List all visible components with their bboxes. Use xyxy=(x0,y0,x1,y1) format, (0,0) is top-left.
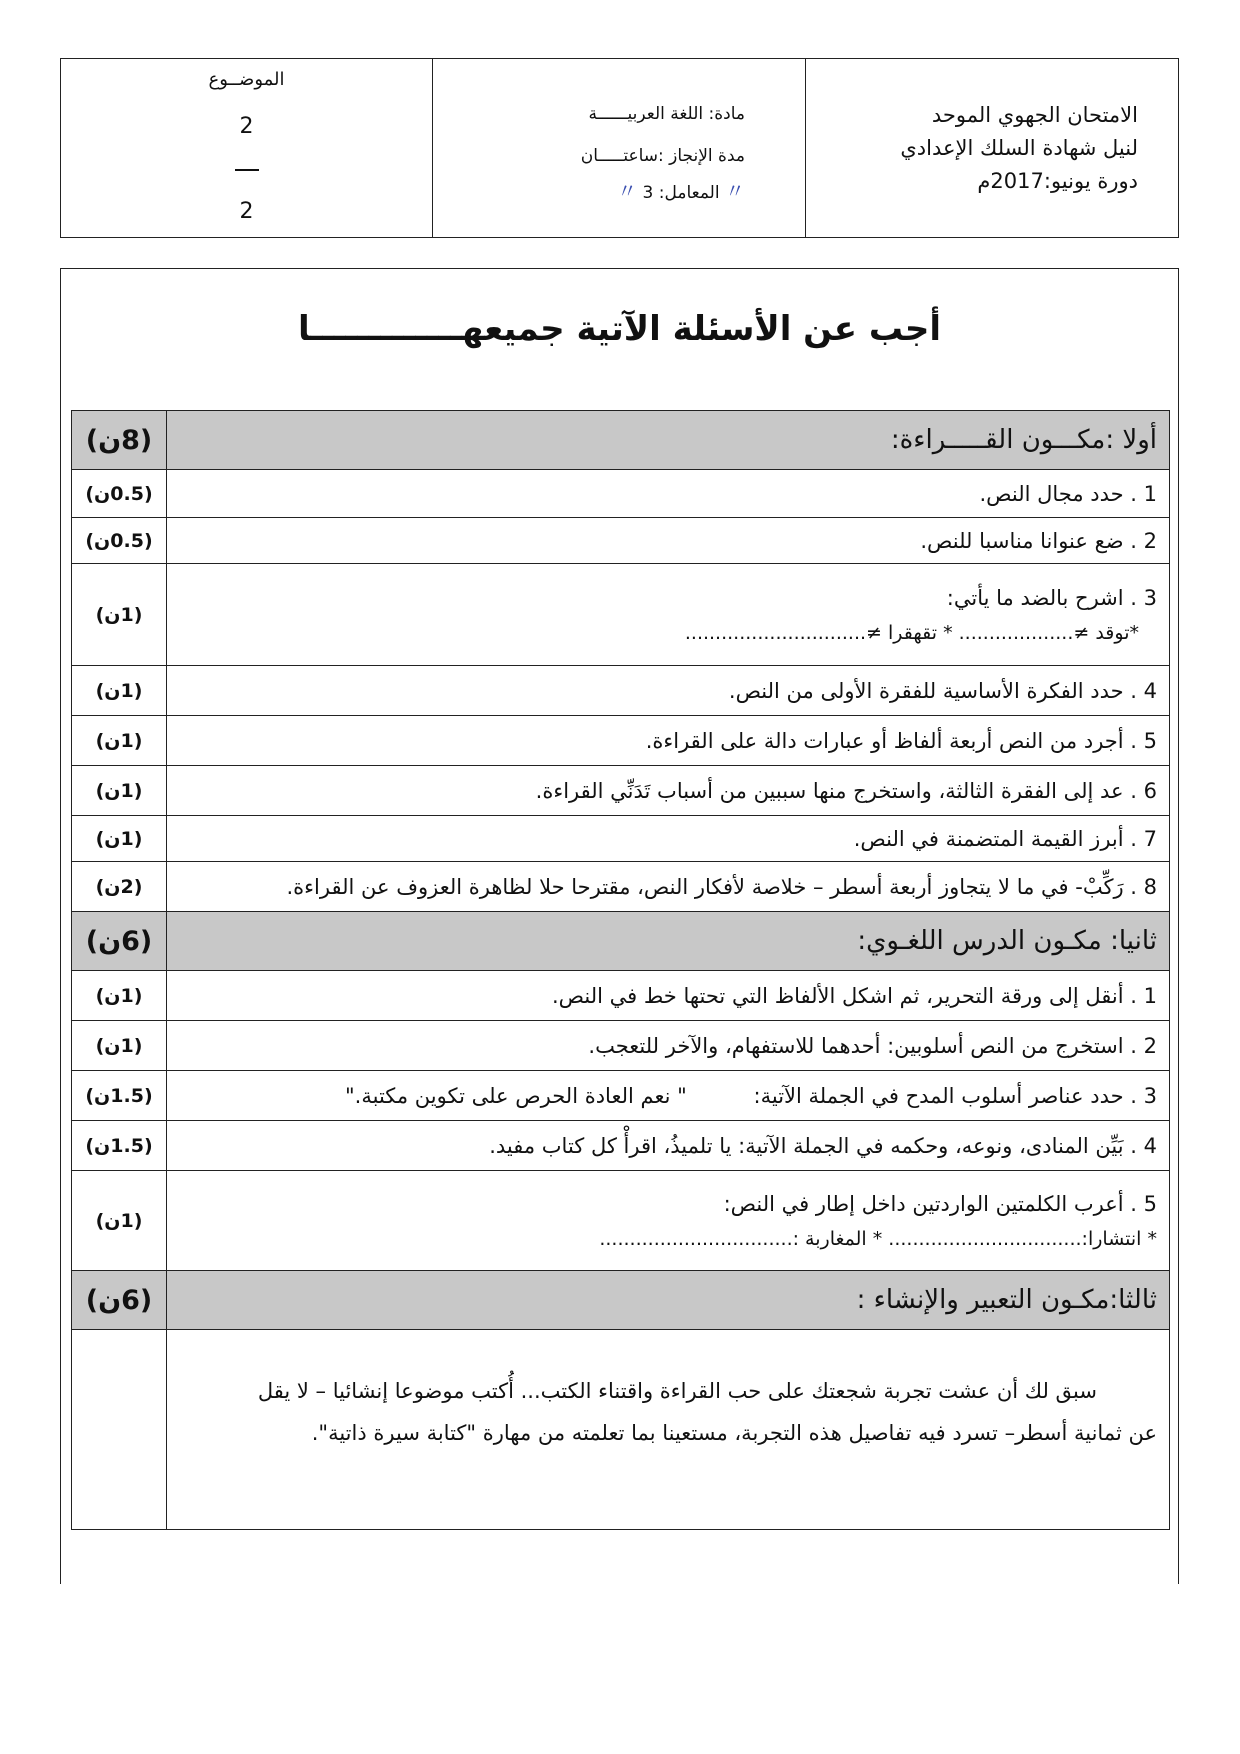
page-title: أجب عن الأسئلة الآتية جميعهـــــــــــــا xyxy=(298,309,941,349)
question-score: (1.5ن) xyxy=(72,1121,167,1171)
exam-level: لنيل شهادة السلك الإعدادي xyxy=(900,136,1138,160)
question-text: 6 . عد إلى الفقرة الثالثة، واستخرج منها سببين من أسباب تَدَنِّي القراءة. xyxy=(167,766,1170,816)
question-score: (1ن) xyxy=(72,971,167,1021)
question-text: 7 . أبرز القيمة المتضمنة في النص. xyxy=(167,816,1170,862)
exam-info xyxy=(805,59,1178,237)
page-number-box xyxy=(61,59,432,237)
question-text: 4 . حدد الفكرة الأساسية للفقرة الأولى من النص. xyxy=(167,666,1170,716)
question-text xyxy=(167,564,1170,666)
question-score: (1.5ن) xyxy=(72,1071,167,1121)
question-row xyxy=(72,971,1170,1021)
question-text: 2 . استخرج من النص أسلوبين: أحدهما للاستفهام، والآخر للتعجب. xyxy=(167,1021,1170,1071)
essay-prompt xyxy=(167,1330,1170,1530)
fraction-bar xyxy=(235,169,259,171)
question-text: 2 . ضع عنوانا مناسبا للنص. xyxy=(167,518,1170,564)
question-row xyxy=(72,564,1170,666)
question-text: 5 . أجرد من النص أربعة ألفاظ أو عبارات دالة على القراءة. xyxy=(167,716,1170,766)
question-score: (1ن) xyxy=(72,1021,167,1071)
essay-line: سبق لك أن عشت تجربة شجعتك على حب القراءة واقتناء الكتب... أُكتب موضوعا إنشائيا – لا يقل xyxy=(257,1379,1097,1403)
section-title: ثالثا:مكـون التعبير والإنشاء : xyxy=(167,1271,1170,1330)
question-row xyxy=(72,518,1170,564)
question-text: 4 . بَيِّن المنادى، ونوعه، وحكمه في الجملة الآتية: يا تلميذُ، اقرأْ كل كتاب مفيد. xyxy=(167,1121,1170,1171)
questions-table xyxy=(71,410,1170,1530)
question-row xyxy=(72,1171,1170,1271)
section-header xyxy=(72,912,1170,971)
page-current: 2 xyxy=(239,114,254,139)
question-text: 8 . رَكِّبْ- في ما لا يتجاوز أربعة أسطر – خلاصة لأفكار النص، مقترحا حلا لظاهرة العزوف عن القراءة. xyxy=(167,862,1170,912)
coefficient: المعامل: 3 xyxy=(642,183,720,203)
section-title: ثانيا: مكـون الدرس اللغـوي: xyxy=(167,912,1170,971)
section-score: (6ن) xyxy=(72,1271,167,1330)
question-score: (1ن) xyxy=(72,666,167,716)
question-score: (1ن) xyxy=(72,816,167,862)
question-text: 1 . حدد مجال النص. xyxy=(167,470,1170,518)
question-row xyxy=(72,862,1170,912)
question-text xyxy=(167,1171,1170,1271)
question-score: (1ن) xyxy=(72,716,167,766)
exam-header xyxy=(60,58,1179,238)
question-text: 3 . حدد عناصر أسلوب المدح في الجملة الآتية: " نعم العادة الحرص على تكوين مكتبة." xyxy=(167,1071,1170,1121)
page-label: الموضــوع xyxy=(208,69,285,90)
section-score: (6ن) xyxy=(72,912,167,971)
question-row xyxy=(72,666,1170,716)
question-row xyxy=(72,1021,1170,1071)
subject: مادة: اللغة العربيــــــة xyxy=(588,104,745,124)
question-score: (1ن) xyxy=(72,1171,167,1271)
page-total: 2 xyxy=(239,199,254,224)
question-prompt: 5 . أعرب الكلمتين الواردتين داخل إطار في النص: xyxy=(723,1191,1157,1216)
question-row xyxy=(72,716,1170,766)
essay-score-cell xyxy=(72,1330,167,1530)
question-score: (0.5ن) xyxy=(72,518,167,564)
question-score: (1ن) xyxy=(72,564,167,666)
duration: مدة الإنجاز :ساعتـــــان xyxy=(580,146,745,166)
question-row xyxy=(72,1071,1170,1121)
exam-session: دورة يونيو:2017م xyxy=(977,169,1138,193)
exam-name: الامتحان الجهوي الموحد xyxy=(931,103,1138,127)
section-title: أولا :مكـــون القـــــراءة: xyxy=(167,411,1170,470)
question-score: (0.5ن) xyxy=(72,470,167,518)
question-text: 1 . أنقل إلى ورقة التحرير، ثم اشكل الألفاظ التي تحتها خط في النص. xyxy=(167,971,1170,1021)
subject-info xyxy=(432,59,805,237)
check-mark-icon: 〃 xyxy=(725,179,745,203)
check-mark-icon: 〃 xyxy=(617,179,638,203)
section-header xyxy=(72,1271,1170,1330)
answer-blanks: *توقد ≠................... * تقهقرا ≠.............................. xyxy=(684,621,1139,644)
question-score: (2ن) xyxy=(72,862,167,912)
exam-body xyxy=(60,268,1179,1584)
question-row xyxy=(72,766,1170,816)
essay-line: عن ثمانية أسطر– تسرد فيه تفاصيل هذه التجربة، مستعينا بما تعلمته من مهارة "كتابة سيرة ذاتية". xyxy=(311,1421,1157,1445)
answer-blanks: * انتشارا:................................ * المغاربة :................................ xyxy=(599,1227,1157,1250)
question-row xyxy=(72,470,1170,518)
question-score: (1ن) xyxy=(72,766,167,816)
question-row xyxy=(72,816,1170,862)
section-score: (8ن) xyxy=(72,411,167,470)
essay-row xyxy=(72,1330,1170,1530)
question-prompt: 3 . اشرح بالضد ما يأتي: xyxy=(946,585,1157,610)
question-row xyxy=(72,1121,1170,1171)
section-header xyxy=(72,411,1170,470)
